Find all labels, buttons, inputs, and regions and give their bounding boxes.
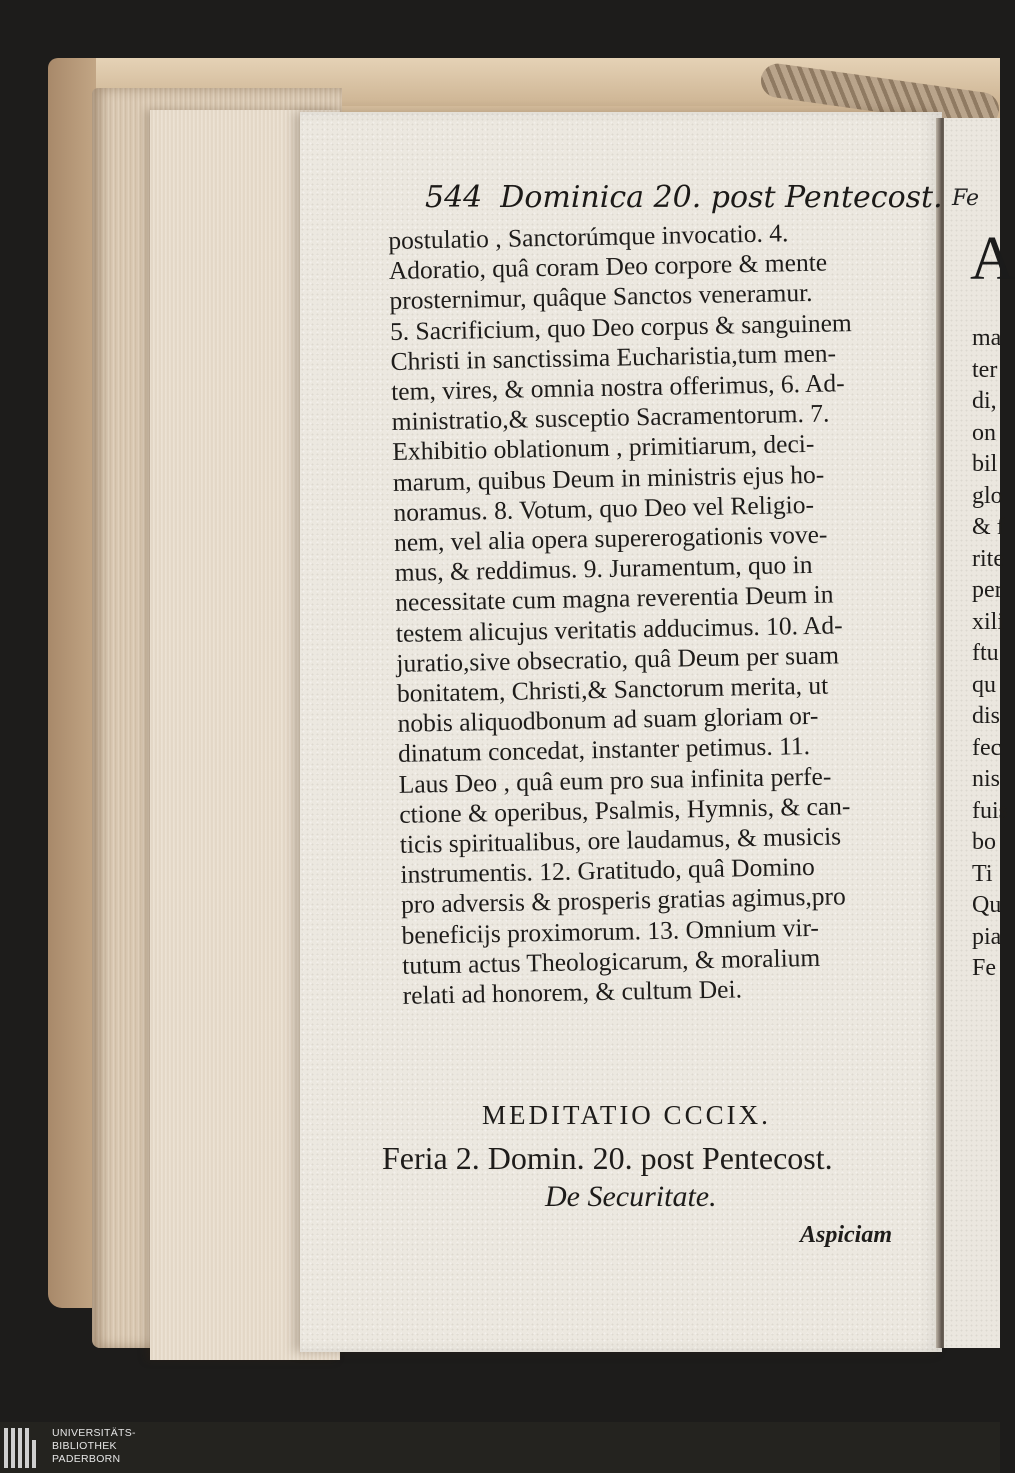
right-page-fragment <box>944 118 1015 1348</box>
facing-text-fragment: ftu <box>972 640 999 666</box>
text-line: marum, quibus Deum in ministris ejus ho- <box>392 459 825 497</box>
page-body-text <box>388 215 951 1011</box>
text-line: Laus Deo , quâ eum pro sua infinita perfe- <box>398 761 832 799</box>
text-line: ticis spiritualibus, ore laudamus, & musicis <box>399 821 842 859</box>
logo-line: BIBLIOTHEK <box>52 1440 117 1452</box>
facing-page-initial: A <box>970 225 1015 293</box>
text-line: ministratio,& susceptio Sacramentorum. 7. <box>391 398 830 437</box>
meditation-title: MEDITATIO CCCIX. <box>482 1100 771 1130</box>
text-line: testem alicujus veritatis adducimus. 10. Ad- <box>395 609 843 648</box>
page-number: 544 <box>425 180 483 215</box>
feria-line: Feria 2. Domin. 20. post Pentecost. <box>382 1140 833 1176</box>
text-line: juratio,sive obsecratio, quâ Deum per suam <box>396 640 840 678</box>
facing-text-fragment: qu <box>972 671 996 698</box>
library-logo-text <box>52 1427 136 1466</box>
facing-text-fragment: & f <box>972 514 1005 540</box>
facing-text-fragment: bo <box>972 829 996 855</box>
facing-text-fragment: bil <box>972 451 998 477</box>
library-footer <box>0 1422 1000 1473</box>
text-line: dinatum concedat, instanter petimus. 11. <box>397 731 811 769</box>
text-line: instrumentis. 12. Gratitudo, quâ Domino <box>400 852 816 890</box>
facing-text-fragment: Ti <box>972 860 993 887</box>
catchword: Aspiciam <box>800 1222 893 1248</box>
facing-text-fragment: fuis <box>972 797 1008 824</box>
text-line: Adoratio, quâ coram Deo corpore & mente <box>388 247 828 286</box>
facing-text-fragment: nis <box>972 766 1001 792</box>
facing-page-header: Fe <box>952 186 980 211</box>
facing-text-fragment: Qu <box>972 892 1002 918</box>
text-line: Exhibitio oblationum , primitiarum, deci- <box>392 429 815 467</box>
facing-text-fragment: pia <box>972 923 1002 950</box>
text-line: postulatio , Sanctorúmque invocatio. 4. <box>388 218 789 255</box>
text-line: beneficijs proximorum. 13. Omnium vir- <box>401 912 820 950</box>
facing-text-fragment: fec <box>972 734 1002 761</box>
meditation-subtitle: De Securitate. <box>545 1180 717 1213</box>
library-logo-icon <box>4 1428 44 1468</box>
text-line: necessitate cum magna reverentia Deum in <box>394 579 834 618</box>
facing-text-fragment: ter <box>972 356 998 383</box>
logo-line: PADERBORN <box>52 1453 121 1465</box>
text-line: noramus. 8. Votum, quo Deo vel Religio- <box>393 489 815 527</box>
text-line: bonitatem, Christi,& Sanctorum merita, ut <box>396 670 829 708</box>
facing-text-fragment: ma <box>972 325 1002 351</box>
facing-text-fragment: rite <box>972 545 1004 572</box>
text-line: tutum actus Theologicarum, & moralium <box>401 942 821 980</box>
running-head <box>425 180 943 215</box>
facing-text-fragment: on <box>972 419 996 446</box>
text-line: relati ad honorem, & cultum Dei. <box>402 974 743 1010</box>
facing-text-fragment: xili <box>972 608 1005 635</box>
facing-text-fragment: Fe <box>972 955 996 981</box>
text-line: mus, & reddimus. 9. Juramentum, quo in <box>394 550 813 588</box>
text-line: nobis aliquodbonum ad suam gloriam or- <box>397 701 819 739</box>
facing-page-lines <box>972 323 1012 985</box>
text-line: pro adversis & prosperis gratias agimus,pro <box>400 881 846 920</box>
text-line: nem, vel alia opera supererogationis vove- <box>393 519 828 557</box>
facing-text-fragment: per <box>972 577 1003 603</box>
text-line: 5. Sacrificium, quo Deo corpus & sanguinem <box>389 307 852 346</box>
text-line: ctione & operibus, Psalmis, Hymnis, & can- <box>399 791 851 829</box>
logo-line: UNIVERSITÄTS- <box>52 1427 136 1439</box>
text-line: prosternimur, quâque Sanctos veneramur. <box>389 278 813 316</box>
facing-text-fragment: glo <box>972 482 1003 509</box>
text-line: Christi in sanctissima Eucharistia,tum men- <box>390 338 837 376</box>
running-head-title: Dominica 20. post Pentecost. <box>500 180 943 215</box>
facing-text-fragment: dis <box>972 703 1001 729</box>
facing-text-fragment: di, <box>972 388 997 414</box>
text-line: tem, vires, & omnia nostra offerimus, 6. Ad- <box>390 368 845 406</box>
